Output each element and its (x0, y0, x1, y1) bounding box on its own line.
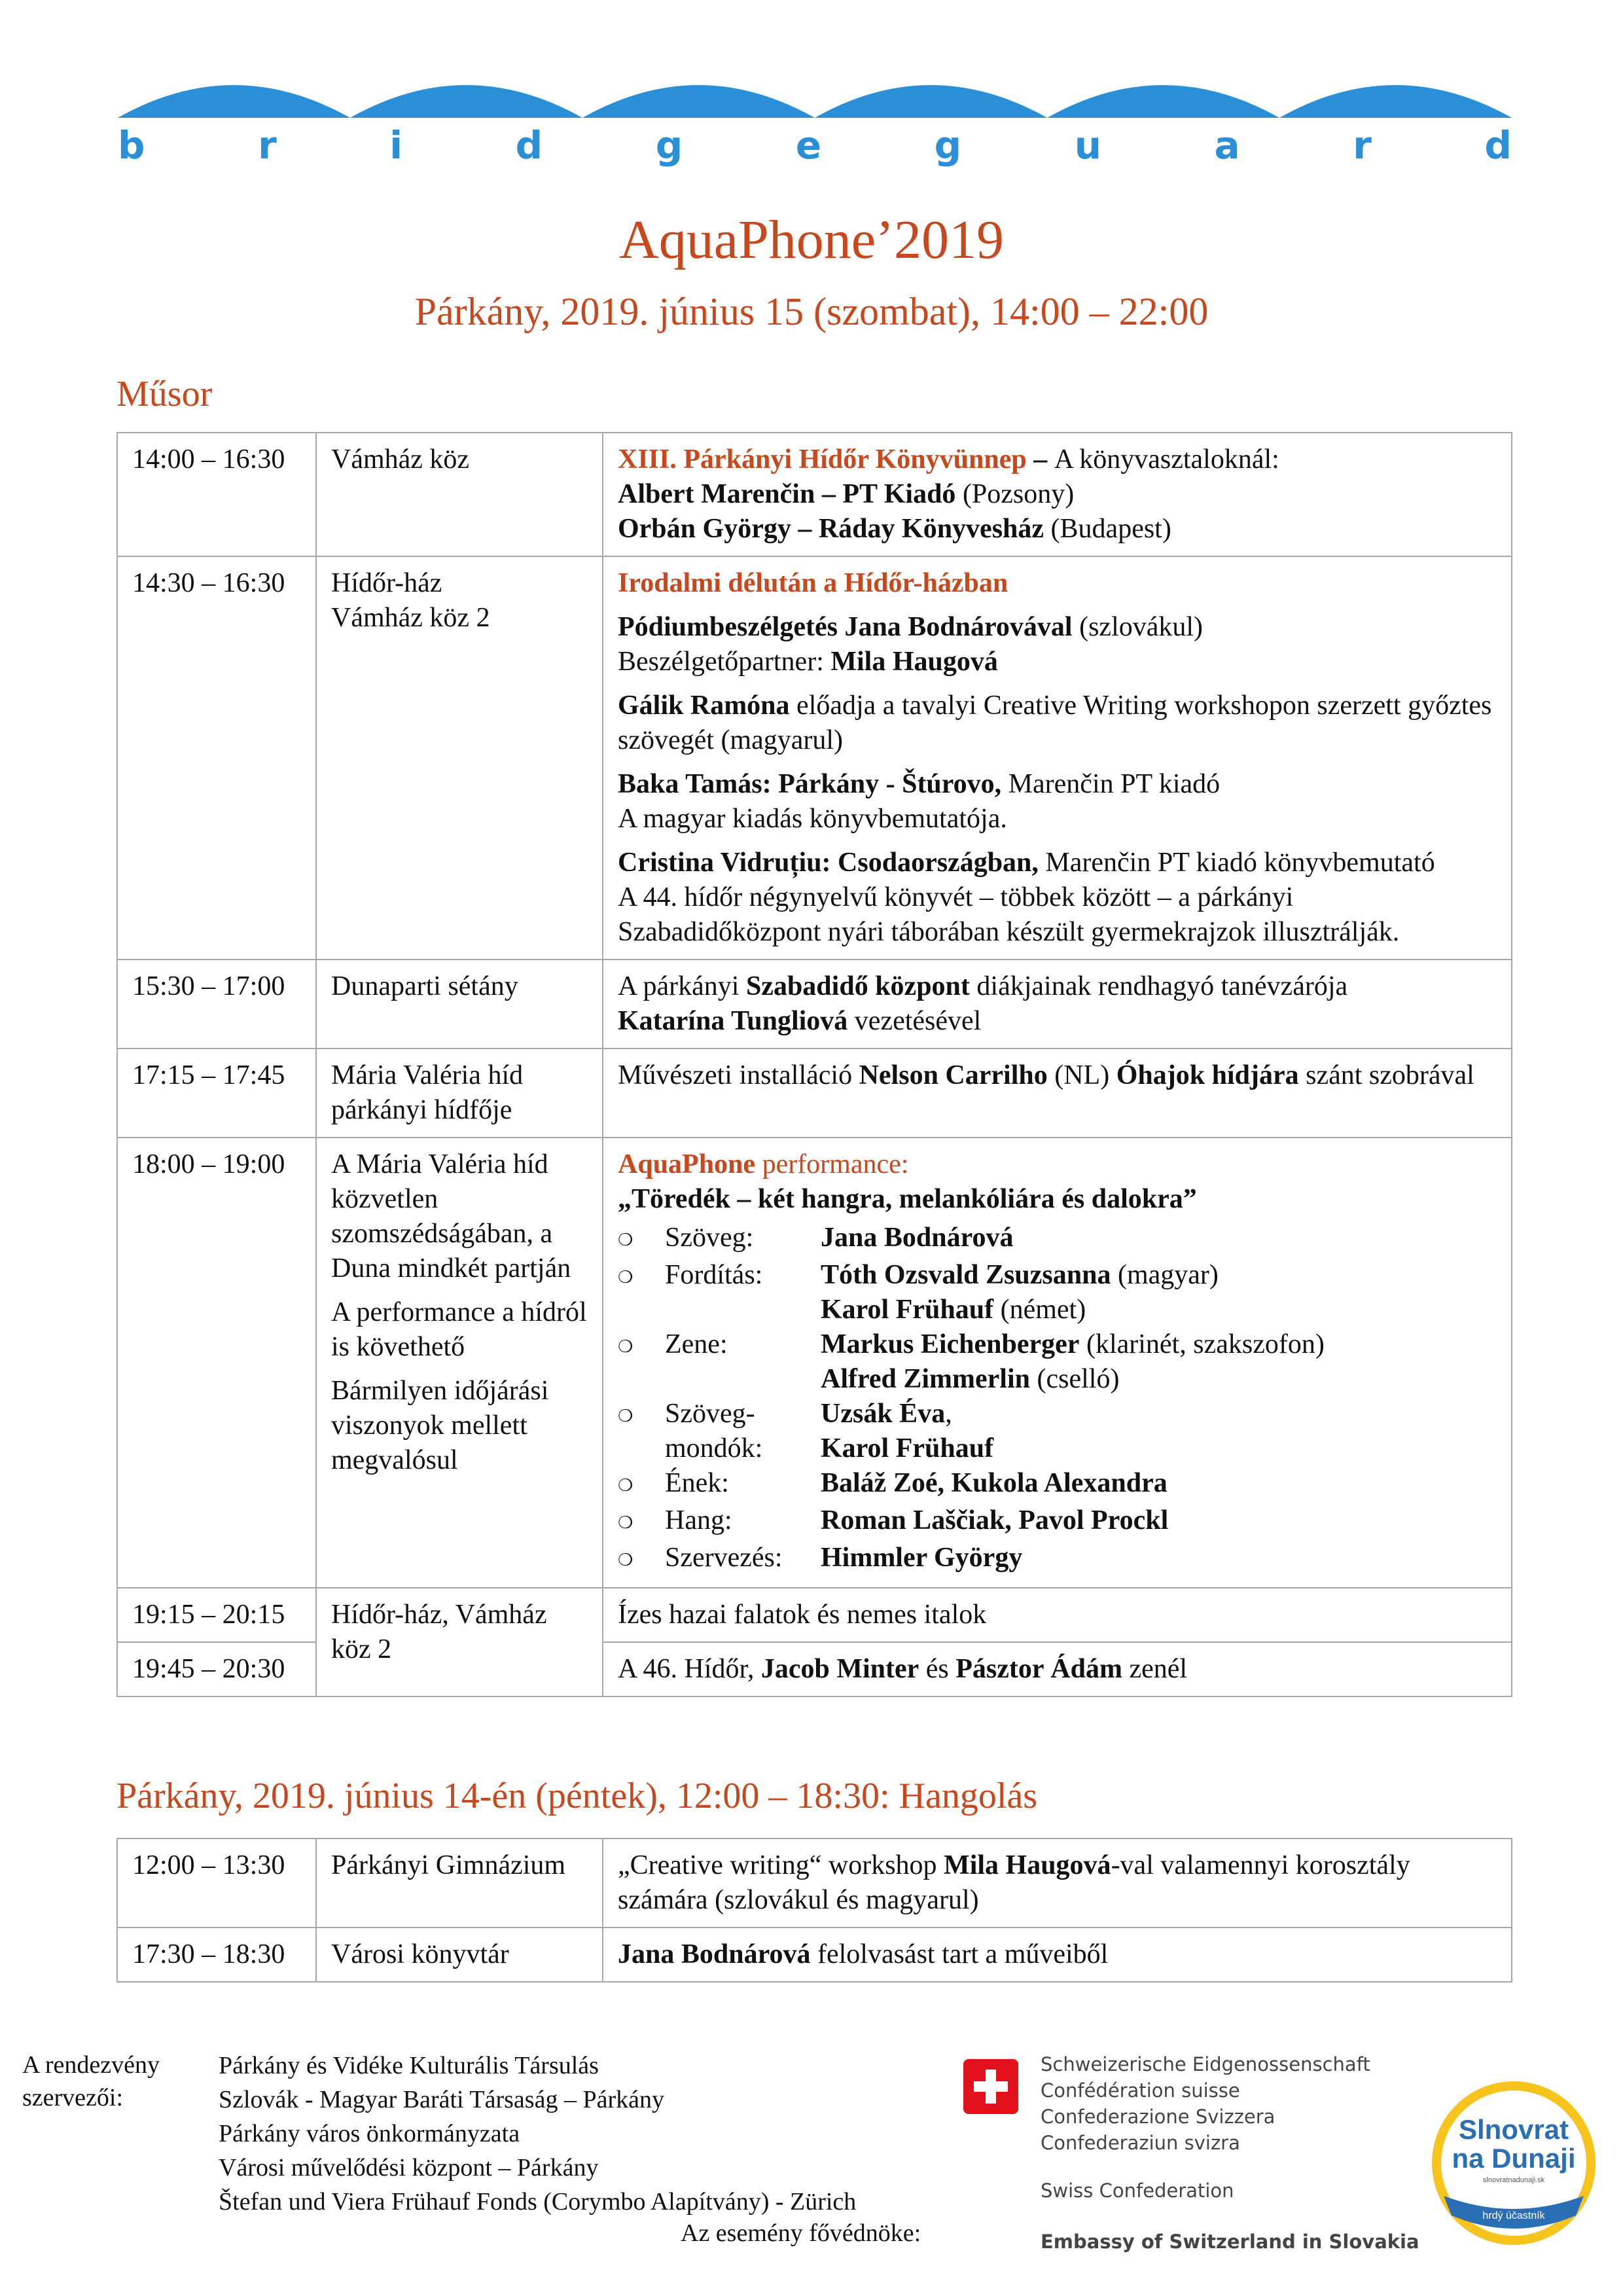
organizer-item: Štefan und Viera Frühauf Fonds (Corymbo Alapítvány) - Zürich (219, 2188, 857, 2215)
circle-bullet-icon: ❍ (618, 1337, 633, 1357)
list-item: ❍ Szervezés: Himmler György (618, 1541, 1497, 1578)
circle-bullet-icon: ❍ (618, 1407, 633, 1426)
badge-url: slnovratnadunaji.sk (1482, 2176, 1545, 2184)
event-heading: Irodalmi délután a Hídőr-házban (618, 568, 1008, 598)
time-cell: 17:15 – 17:45 (117, 1049, 316, 1138)
section-heading-tuning: Párkány, 2019. június 14-én (péntek), 12:00 – 18:30: Hangolás (116, 1776, 1038, 1816)
list-item: ❍ Ének: Baláž Zoé, Kukola Alexandra (618, 1466, 1497, 1503)
circle-bullet-icon: ❍ (618, 1230, 633, 1250)
table-row (117, 960, 1512, 1049)
bridgeguard-logo-text (118, 123, 1512, 168)
list-item: ❍ Fordítás: Tóth Ozsvald Zsuzsanna (magyar) Karol Frühauf (német) (618, 1258, 1497, 1327)
list-item: ❍ Zene: Markus Eichenberger (klarinét, szakszofon) Alfred Zimmerlin (cselló) (618, 1327, 1497, 1397)
program-table (116, 432, 1512, 1697)
table-row (117, 1839, 1512, 1928)
logo-letter: i (389, 123, 403, 168)
time-cell: 15:30 – 17:00 (117, 960, 316, 1049)
work-title: „Töredék – két hangra, melankóliára és dalokra” (618, 1184, 1197, 1214)
swiss-flag-icon (963, 2059, 1018, 2114)
time-cell: 17:30 – 18:30 (117, 1928, 316, 1982)
logo-letter: d (1484, 123, 1512, 168)
badge-line1: Slnovrat (1458, 2114, 1569, 2145)
circle-bullet-icon: ❍ (618, 1268, 633, 1287)
slnovrat-na-dunaji-badge (1432, 2081, 1596, 2245)
place-cell: A Mária Valéria híd közvetlen szomszédságában, a Duna mindkét partján A performance a hídról is követhető Bármilyen időjárási viszonyok mellett megvalósul (316, 1138, 603, 1588)
logo-letter: r (258, 123, 277, 168)
place-cell: Mária Valéria híd párkányi hídfője (316, 1049, 603, 1138)
event-cell: A 46. Hídőr, Jacob Minter és Pásztor Ádám zenél (603, 1642, 1512, 1696)
event-cell: AquaPhone performance: „Töredék – két hangra, melankóliára és dalokra” ❍ Szöveg: Jana Bodnárová ❍ Fordítás: Tóth Ozsvald Zsuzsanna (magyar) Karol Frühauf (német) ❍ Zene: Markus Eichenberger (klarinét, szakszofon) Alfred Zimmerlin (cselló) ❍ Szöveg-mondók: Uzsák Éva, Karol Frühauf ❍ Ének: Baláž Zoé, Kukola Alexandra ❍ Hang: Roman Laščiak, Pavol Prockl ❍ Szervezés: Himmler György (603, 1138, 1512, 1588)
event-cell: Jana Bodnárová felolvasást tart a műveiből (603, 1928, 1512, 1982)
circle-bullet-icon: ❍ (618, 1551, 633, 1570)
logo-letter: d (515, 123, 543, 168)
swiss-embassy: Embassy of Switzerland in Slovakia (1041, 2231, 1419, 2253)
table-row (117, 1049, 1512, 1138)
logo-letter: u (1074, 123, 1101, 168)
time-cell: 19:45 – 20:30 (117, 1642, 316, 1696)
swiss-confederation-names: Schweizerische Eidgenossenschaft Confédération suisse Confederazione Svizzera Confederaziun svizra (1041, 2053, 1370, 2154)
table-row (117, 1928, 1512, 1982)
place-cell: Vámház köz (316, 433, 603, 556)
logo-letter: b (118, 123, 145, 168)
event-cell: A párkányi Szabadidő központ diákjainak rendhagyó tanévzárója Katarína Tungliová vezetésével (603, 960, 1512, 1049)
time-cell: 14:30 – 16:30 (117, 556, 316, 960)
place-cell: Hídőr-ház Vámház köz 2 (316, 556, 603, 960)
time-cell: 18:00 – 19:00 (117, 1138, 316, 1588)
table-row (117, 1588, 1512, 1642)
logo-letter: r (1353, 123, 1372, 168)
place-cell: Párkányi Gimnázium (316, 1839, 603, 1928)
circle-bullet-icon: ❍ (618, 1513, 633, 1533)
time-cell: 14:00 – 16:30 (117, 433, 316, 556)
program-table-friday (116, 1838, 1512, 1982)
place-cell: Városi könyvtár (316, 1928, 603, 1982)
event-cell: Ízes hazai falatok és nemes italok (603, 1588, 1512, 1642)
event-cell: Irodalmi délután a Hídőr-házban Pódiumbeszélgetés Jana Bodnárovával (szlovákul) Beszélgetőpartner: Mila Haugová Gálik Ramóna előadja a tavalyi Creative Writing workshopon szerzett győztes szövegét (magyarul) Baka Tamás: Párkány - Štúrovo, Marenčin PT kiadó A magyar kiadás könyvbemutatója. Cristina Vidruțiu: Csodaországban, Marenčin PT kiadó könyvbemutató A 44. hídőr négynyelvű könyvét – többek között – a párkányi Szabadidőközpont nyári táborában készült gyermekrajzok illusztrálják. (603, 556, 1512, 960)
logo-letter: g (934, 123, 962, 168)
section-heading-program: Műsor (116, 374, 213, 414)
organizer-item: Párkány és Vidéke Kulturális Társulás (219, 2052, 599, 2079)
time-cell: 19:15 – 20:15 (117, 1588, 316, 1642)
table-row (117, 556, 1512, 960)
logo-letter: g (655, 123, 683, 168)
bridgeguard-logo-arcs (118, 65, 1512, 124)
event-cell: XIII. Párkányi Hídőr Könyvünnep – A könyvasztaloknál: Albert Marenčin – PT Kiadó (Pozsony) Orbán György – Ráday Könyvesház (Budapest) (603, 433, 1512, 556)
place-cell: Hídőr-ház, Vámház köz 2 (316, 1588, 603, 1696)
organizers-list (219, 2049, 856, 2219)
table-row (117, 1138, 1512, 1588)
list-item: ❍ Szöveg-mondók: Uzsák Éva, Karol Frühauf (618, 1397, 1497, 1466)
logo-letter: e (795, 123, 822, 168)
event-title: XIII. Párkányi Hídőr Könyvünnep (618, 444, 1027, 475)
organizers-label: A rendezvény szervezői: (22, 2051, 160, 2111)
logo-letter: a (1214, 123, 1240, 168)
circle-bullet-icon: ❍ (618, 1476, 633, 1496)
badge-line2: na Dunaji (1452, 2143, 1576, 2174)
list-item: ❍ Szöveg: Jana Bodnárová (618, 1221, 1497, 1258)
organizer-item: Városi művelődési központ – Párkány (219, 2154, 599, 2181)
swiss-confederation-en: Swiss Confederation (1041, 2179, 1234, 2202)
table-row (117, 433, 1512, 556)
list-item: ❍ Hang: Roman Laščiak, Pavol Prockl (618, 1503, 1497, 1541)
patron-label: Az esemény fővédnöke: (681, 2219, 921, 2247)
event-cell: „Creative writing“ workshop Mila Haugová-val valamennyi korosztály számára (szlovákul és magyarul) (603, 1839, 1512, 1928)
badge-ribbon: hrdý účastník (1482, 2210, 1545, 2221)
organizer-item: Szlovák - Magyar Baráti Társaság – Párkány (219, 2086, 664, 2113)
page-title: AquaPhone’2019 (619, 209, 1004, 270)
place-cell: Dunaparti sétány (316, 960, 603, 1049)
credits-list (618, 1221, 1497, 1578)
organizer-item: Párkány város önkormányzata (219, 2120, 520, 2147)
event-cell: Művészeti installáció Nelson Carrilho (NL) Óhajok hídjára szánt szobrával (603, 1049, 1512, 1138)
page-subtitle: Párkány, 2019. június 15 (szombat), 14:00 – 22:00 (414, 290, 1209, 333)
time-cell: 12:00 – 13:30 (117, 1839, 316, 1928)
